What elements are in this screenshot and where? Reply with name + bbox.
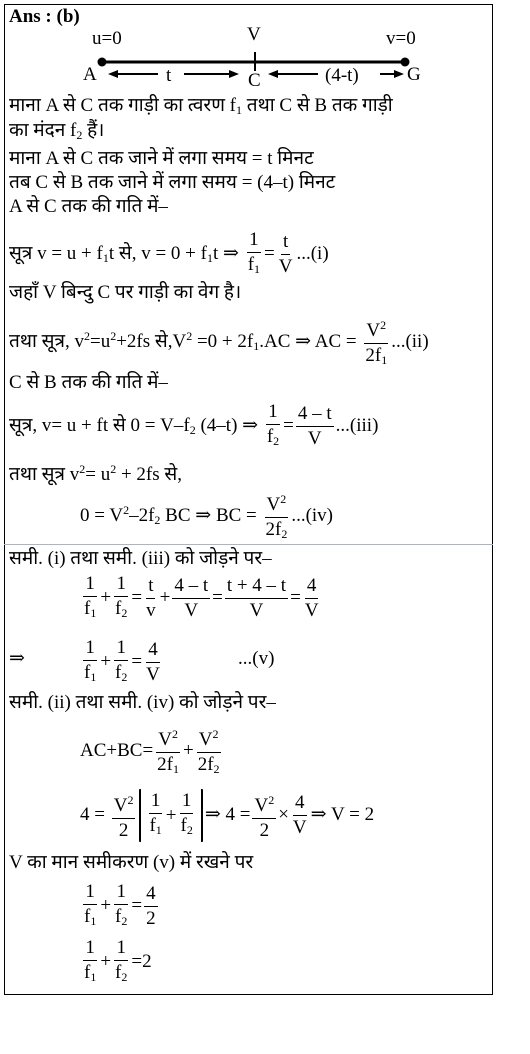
equation-iii: सूत्र, v= u + ft से $0 = V-f_2$ (4–t) ⇒ $\frac{1}{f_2}$ = $\frac{4 - t}{V}$ ...(iii) — [9, 401, 379, 449]
line-16: समी. (ii) तथा समी. (iv) को जोड़ने पर– — [9, 692, 276, 713]
v-solution: 4 = $\frac{V^2}{2}$ $\frac{1}{f_1}$ + $\frac{1}{f_2}$ ⇒ 4 = $\frac{V^2}{2}$ × $\frac{4}{V}$ ⇒ V = 2 — [80, 790, 375, 841]
substitution-2: $\frac{1}{f_1}$ + $\frac{1}{f_2}$ =2 — [84, 937, 152, 984]
ac-bc-equation: AC+BC= $\frac{V^2}{2f_1}$ + $\frac{V^2}{2f_2}$ — [80, 722, 224, 781]
point-C: C — [248, 70, 261, 86]
equation-ii: तथा सूत्र, $v^2=u^2+2fs$ $से,V^2 =0 + 2f_1.AC$ ⇒ AC = $\frac{V^2}{2f_1}$ ...(ii) — [9, 313, 429, 372]
line-4: तब C से B तक जाने में लगा समय = (4–t) मिनट — [9, 172, 336, 193]
motion-diagram — [80, 24, 520, 86]
line-5: A से C तक की गति में– — [9, 196, 168, 217]
line-1: माना A से C तक गाड़ी का त्वरण $f_1$ तथा C से B तक गाड़ी — [9, 95, 393, 117]
arrow-symbol: ⇒ — [9, 648, 25, 669]
equation-v-ref: ...(v) — [238, 648, 275, 669]
line-13: समी. (i) तथा समी. (iii) को जोड़ने पर– — [9, 548, 272, 569]
line-3: माना A से C तक जाने में लगा समय = t मिनट — [9, 148, 314, 169]
label-u0: u=0 — [92, 28, 122, 49]
point-A: A — [83, 64, 97, 85]
equation-i: सूत्र $v = u + f_1t$ से, $v = 0 + f_1t$ ⇒ $\frac{1}{f_1}$ = $\frac{t}{V}$ ...(i) — [9, 229, 329, 277]
label-t: t — [166, 65, 172, 86]
line-19: V का मान समीकरण (v) में रखने पर — [9, 852, 254, 873]
answer-label: Ans : (b) — [9, 6, 80, 27]
sum-equation: $\frac{1}{f_1}$ + $\frac{1}{f_2}$ = $\frac{t}{v}$ + $\frac{4 - t}{V}$ = $\frac{t + 4 - t}{V}$ = $\frac{4}{V}$ — [84, 573, 319, 621]
equation-v: $\frac{1}{f_1}$ + $\frac{1}{f_2}$ = $\frac{4}{V}$ — [84, 637, 160, 685]
point-G: G — [407, 64, 421, 85]
line-2: का मंदन $f_2$ हैं। — [9, 120, 105, 142]
line-9: C से B तक की गति में– — [9, 372, 168, 393]
substitution-1: $\frac{1}{f_1}$ + $\frac{1}{f_2}$ = $\frac{4}{2}$ — [84, 881, 156, 929]
label-v0: v=0 — [386, 28, 416, 49]
line-7: जहाँ V बिन्दु C पर गाड़ी का वेग है। — [9, 282, 242, 303]
equation-iv: $0 = V^2-2f_2$ BC ⇒ BC = $\frac{V^2}{2f_2}$ ...(iv) — [80, 487, 333, 546]
label-V: V — [247, 24, 261, 45]
line-11: तथा सूत्र $v^2= u^2 + 2fs$ से, — [9, 462, 182, 485]
label-4-t: (4-t) — [325, 65, 359, 86]
